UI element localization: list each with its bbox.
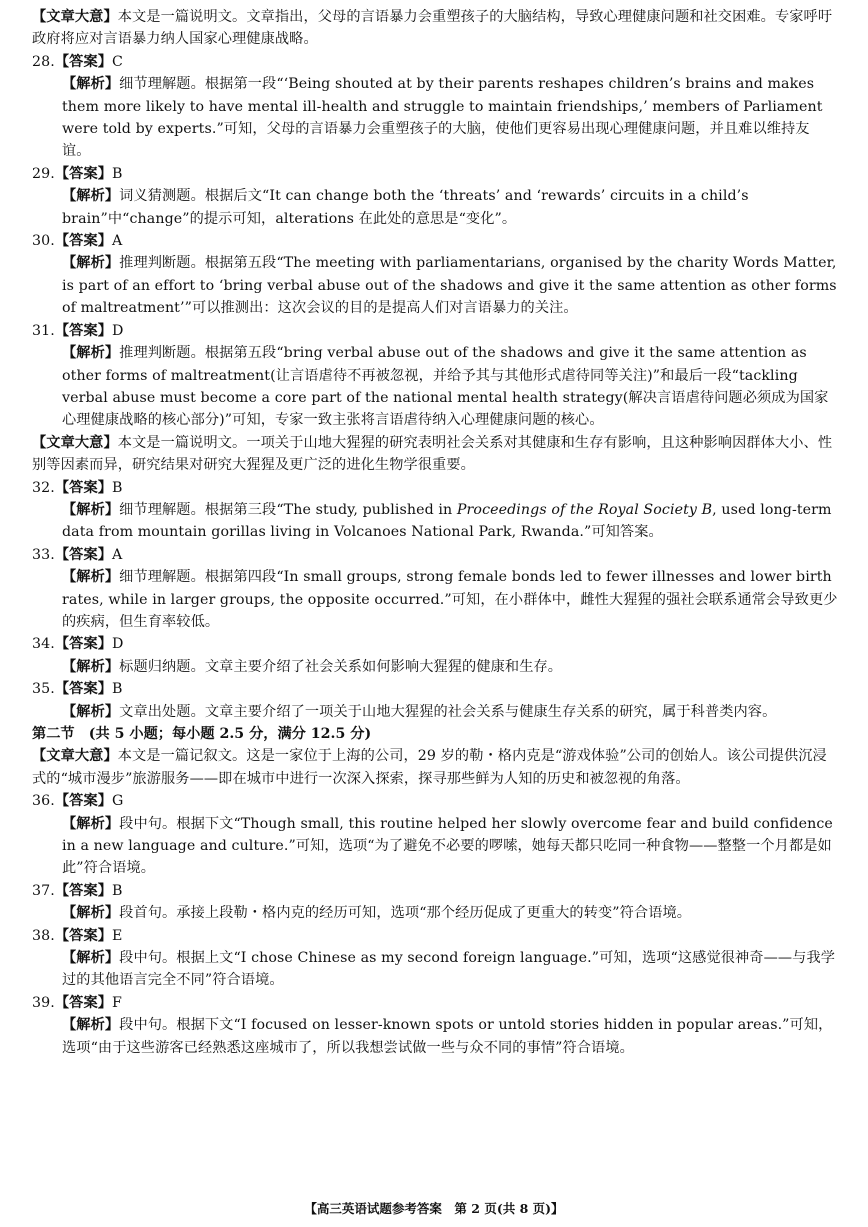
answer-39 bbox=[32, 992, 838, 1014]
analysis-tag: 【解析】 bbox=[62, 255, 120, 272]
answer-tag: 【答案】 bbox=[54, 233, 113, 250]
analysis-text: 词义猜测题。根据后文“It can change both the ‘threats’ and ‘rewards’ circuits in a child’s brain”中“change”的提示可知，alterations 在此处的意思是“变化”。 bbox=[62, 188, 749, 227]
summary-tag: 【文章大意】 bbox=[32, 748, 118, 765]
analysis-33 bbox=[32, 566, 838, 633]
question-number: 29. bbox=[32, 165, 55, 182]
analysis-36 bbox=[32, 813, 838, 880]
journal-title: Proceedings of the Royal Society B bbox=[456, 501, 713, 518]
question-number: 36. bbox=[32, 793, 55, 810]
answer-value: B bbox=[112, 479, 123, 496]
page-footer: 【高三英语试题参考答案 第 2 页(共 8 页)】 bbox=[304, 1201, 564, 1216]
answer-value: D bbox=[112, 636, 124, 653]
question-number: 38. bbox=[32, 927, 55, 944]
analysis-29 bbox=[32, 185, 838, 230]
answer-value: B bbox=[112, 882, 123, 899]
answer-tag: 【答案】 bbox=[54, 53, 113, 70]
answer-tag: 【答案】 bbox=[54, 681, 113, 698]
analysis-34 bbox=[32, 656, 838, 678]
analysis-39 bbox=[32, 1014, 838, 1059]
summary-block-3 bbox=[32, 745, 838, 790]
analysis-text: 文章出处题。文章主要介绍了一项关于山地大猩猩的社会关系与健康生存关系的研究，属于科普类内容。 bbox=[119, 703, 777, 720]
answer-29 bbox=[32, 163, 838, 185]
answer-tag: 【答案】 bbox=[54, 479, 113, 496]
analysis-tag: 【解析】 bbox=[62, 905, 120, 922]
answer-value: A bbox=[112, 233, 123, 250]
analysis-31 bbox=[32, 342, 838, 432]
answer-value: E bbox=[112, 927, 123, 944]
analysis-tag: 【解析】 bbox=[62, 569, 120, 586]
answer-36 bbox=[32, 790, 838, 812]
analysis-tag: 【解析】 bbox=[62, 815, 120, 832]
answer-value: F bbox=[112, 994, 122, 1011]
question-number: 31. bbox=[32, 322, 55, 339]
analysis-text: 段中句。根据下文“Though small, this routine helped her slowly overcome fear and build confidence in a new language and culture.”可知，选项“为了避免不必要的啰嗦，她每天都只吃同一种食物——整整一个月都是如此”符合语境。 bbox=[62, 815, 833, 877]
summary-block-2 bbox=[32, 432, 838, 477]
answer-tag: 【答案】 bbox=[54, 636, 113, 653]
question-number: 33. bbox=[32, 546, 55, 563]
question-number: 39. bbox=[32, 994, 55, 1011]
answer-value: G bbox=[112, 793, 124, 810]
answer-34 bbox=[32, 633, 838, 655]
analysis-text: 段中句。根据上文“I chose Chinese as my second foreign language.”可知，选项“这感觉很神奇——与我学过的其他语言完全不同”符合语境。 bbox=[62, 950, 836, 989]
question-number: 32. bbox=[32, 479, 55, 496]
answer-31 bbox=[32, 320, 838, 342]
analysis-text: 细节理解题。根据第一段“‘Being shouted at by their parents reshapes children’s brains and makes them more likely to have mental ill-health and struggle to maintain friendships,’ members of Parliament were told by experts.”可知，父母的言语暴力会重塑孩子的大脑，使他们更容易出现心理健康问题，并且难以维持友谊。 bbox=[62, 76, 823, 160]
answer-32 bbox=[32, 477, 838, 499]
answer-tag: 【答案】 bbox=[54, 546, 113, 563]
analysis-35 bbox=[32, 701, 838, 723]
answer-tag: 【答案】 bbox=[54, 322, 113, 339]
summary-tag: 【文章大意】 bbox=[32, 434, 118, 451]
question-number: 30. bbox=[32, 233, 55, 250]
summary-text: 本文是一篇记叙文。这是一家位于上海的公司，29 岁的勒・格内克是“游戏体验”公司的创始人。该公司提供沉浸式的“城市漫步”旅游服务——即在城市中进行一次深入探索，探寻那些鲜为人知的历史和被忽视的角落。 bbox=[32, 748, 827, 787]
answer-value: B bbox=[112, 681, 123, 698]
question-number: 37. bbox=[32, 882, 55, 899]
answer-value: A bbox=[112, 546, 123, 563]
answer-28 bbox=[32, 51, 838, 73]
summary-text: 本文是一篇说明文。文章指出，父母的言语暴力会重塑孩子的大脑结构，导致心理健康问题和社交困难。专家呼吁政府将应对言语暴力纳人国家心理健康战略。 bbox=[32, 9, 833, 48]
answer-tag: 【答案】 bbox=[54, 994, 113, 1011]
analysis-tag: 【解析】 bbox=[62, 188, 120, 205]
answer-value: B bbox=[112, 165, 123, 182]
summary-block-1 bbox=[32, 6, 838, 51]
analysis-28 bbox=[32, 73, 838, 163]
answer-tag: 【答案】 bbox=[54, 165, 113, 182]
question-number: 28. bbox=[32, 53, 55, 70]
answer-tag: 【答案】 bbox=[54, 882, 113, 899]
answer-value: C bbox=[112, 53, 123, 70]
question-number: 35. bbox=[32, 681, 55, 698]
analysis-text-b: , used long-term data from mountain gorillas living in Volcanoes National Park, Rwanda.”可知答案。 bbox=[62, 501, 832, 541]
answer-value: D bbox=[112, 322, 124, 339]
analysis-text: 细节理解题。根据第四段“In small groups, strong female bonds led to fewer illnesses and lower birth rates, while in larger groups, the opposite occurred.”可知，在小群体中，雌性大猩猩的强社会联系通常会导致更少的疾病，但生育率较低。 bbox=[62, 569, 838, 630]
analysis-tag: 【解析】 bbox=[62, 703, 120, 720]
answer-37 bbox=[32, 880, 838, 902]
analysis-tag: 【解析】 bbox=[62, 950, 120, 967]
analysis-tag: 【解析】 bbox=[62, 76, 120, 93]
analysis-text-a: 细节理解题。根据第三段“The study, published in bbox=[119, 501, 457, 518]
answer-35 bbox=[32, 678, 838, 700]
answer-tag: 【答案】 bbox=[54, 793, 113, 810]
answer-30 bbox=[32, 230, 838, 252]
answer-38 bbox=[32, 925, 838, 947]
analysis-tag: 【解析】 bbox=[62, 345, 120, 362]
analysis-32 bbox=[32, 499, 838, 544]
analysis-text: 段中句。根据下文“I focused on lesser-known spots or untold stories hidden in popular areas.”可知，选项“由于这些游客已经熟悉这座城市了，所以我想尝试做一些与众不同的事情”符合语境。 bbox=[62, 1017, 833, 1056]
summary-text: 本文是一篇说明文。一项关于山地大猩猩的研究表明社会关系对其健康和生存有影响，且这种影响因群体大小、性别等因素而异，研究结果对研究大猩猩及更广泛的进化生物学很重要。 bbox=[32, 434, 833, 474]
answer-tag: 【答案】 bbox=[54, 927, 113, 944]
analysis-38 bbox=[32, 947, 838, 992]
analysis-tag: 【解析】 bbox=[62, 1017, 120, 1034]
question-number: 34. bbox=[32, 636, 55, 653]
analysis-30 bbox=[32, 252, 838, 319]
analysis-text: 段首句。承接上段勒・格内克的经历可知，选项“那个经历促成了更重大的转变”符合语境。 bbox=[119, 905, 692, 922]
section-heading: 第二节 (共 5 小题；每小题 2.5 分，满分 12.5 分) bbox=[32, 726, 372, 742]
analysis-text: 推理判断题。根据第五段“The meeting with parliamentarians, organised by the charity Words Matter, is part of an effort to ‘bring verbal abuse out of the shadows and give it the same attention as other forms of maltreatment’”可以推测出：这次会议的目的是提高人们对言语暴力的关注。 bbox=[62, 255, 837, 317]
analysis-tag: 【解析】 bbox=[62, 658, 120, 675]
analysis-tag: 【解析】 bbox=[62, 501, 120, 518]
analysis-37 bbox=[32, 902, 838, 924]
analysis-text: 推理判断题。根据第五段“bring verbal abuse out of the shadows and give it the same attention as other forms of maltreatment(让言语虐待不再被忽视，并给予其与其他形式虐待同等关注)”和最后一段“tackling verbal abuse must become a core part of the national mental health strategy(解决言语虐待问题必须成为国家心理健康战略的核心部分)”可知，专家一致主张将言语虐待纳入心理健康问题的核心。 bbox=[62, 345, 829, 429]
analysis-text: 标题归纳题。文章主要介绍了社会关系如何影响大猩猩的健康和生存。 bbox=[119, 658, 563, 675]
answer-33 bbox=[32, 544, 838, 566]
summary-tag: 【文章大意】 bbox=[32, 9, 118, 25]
